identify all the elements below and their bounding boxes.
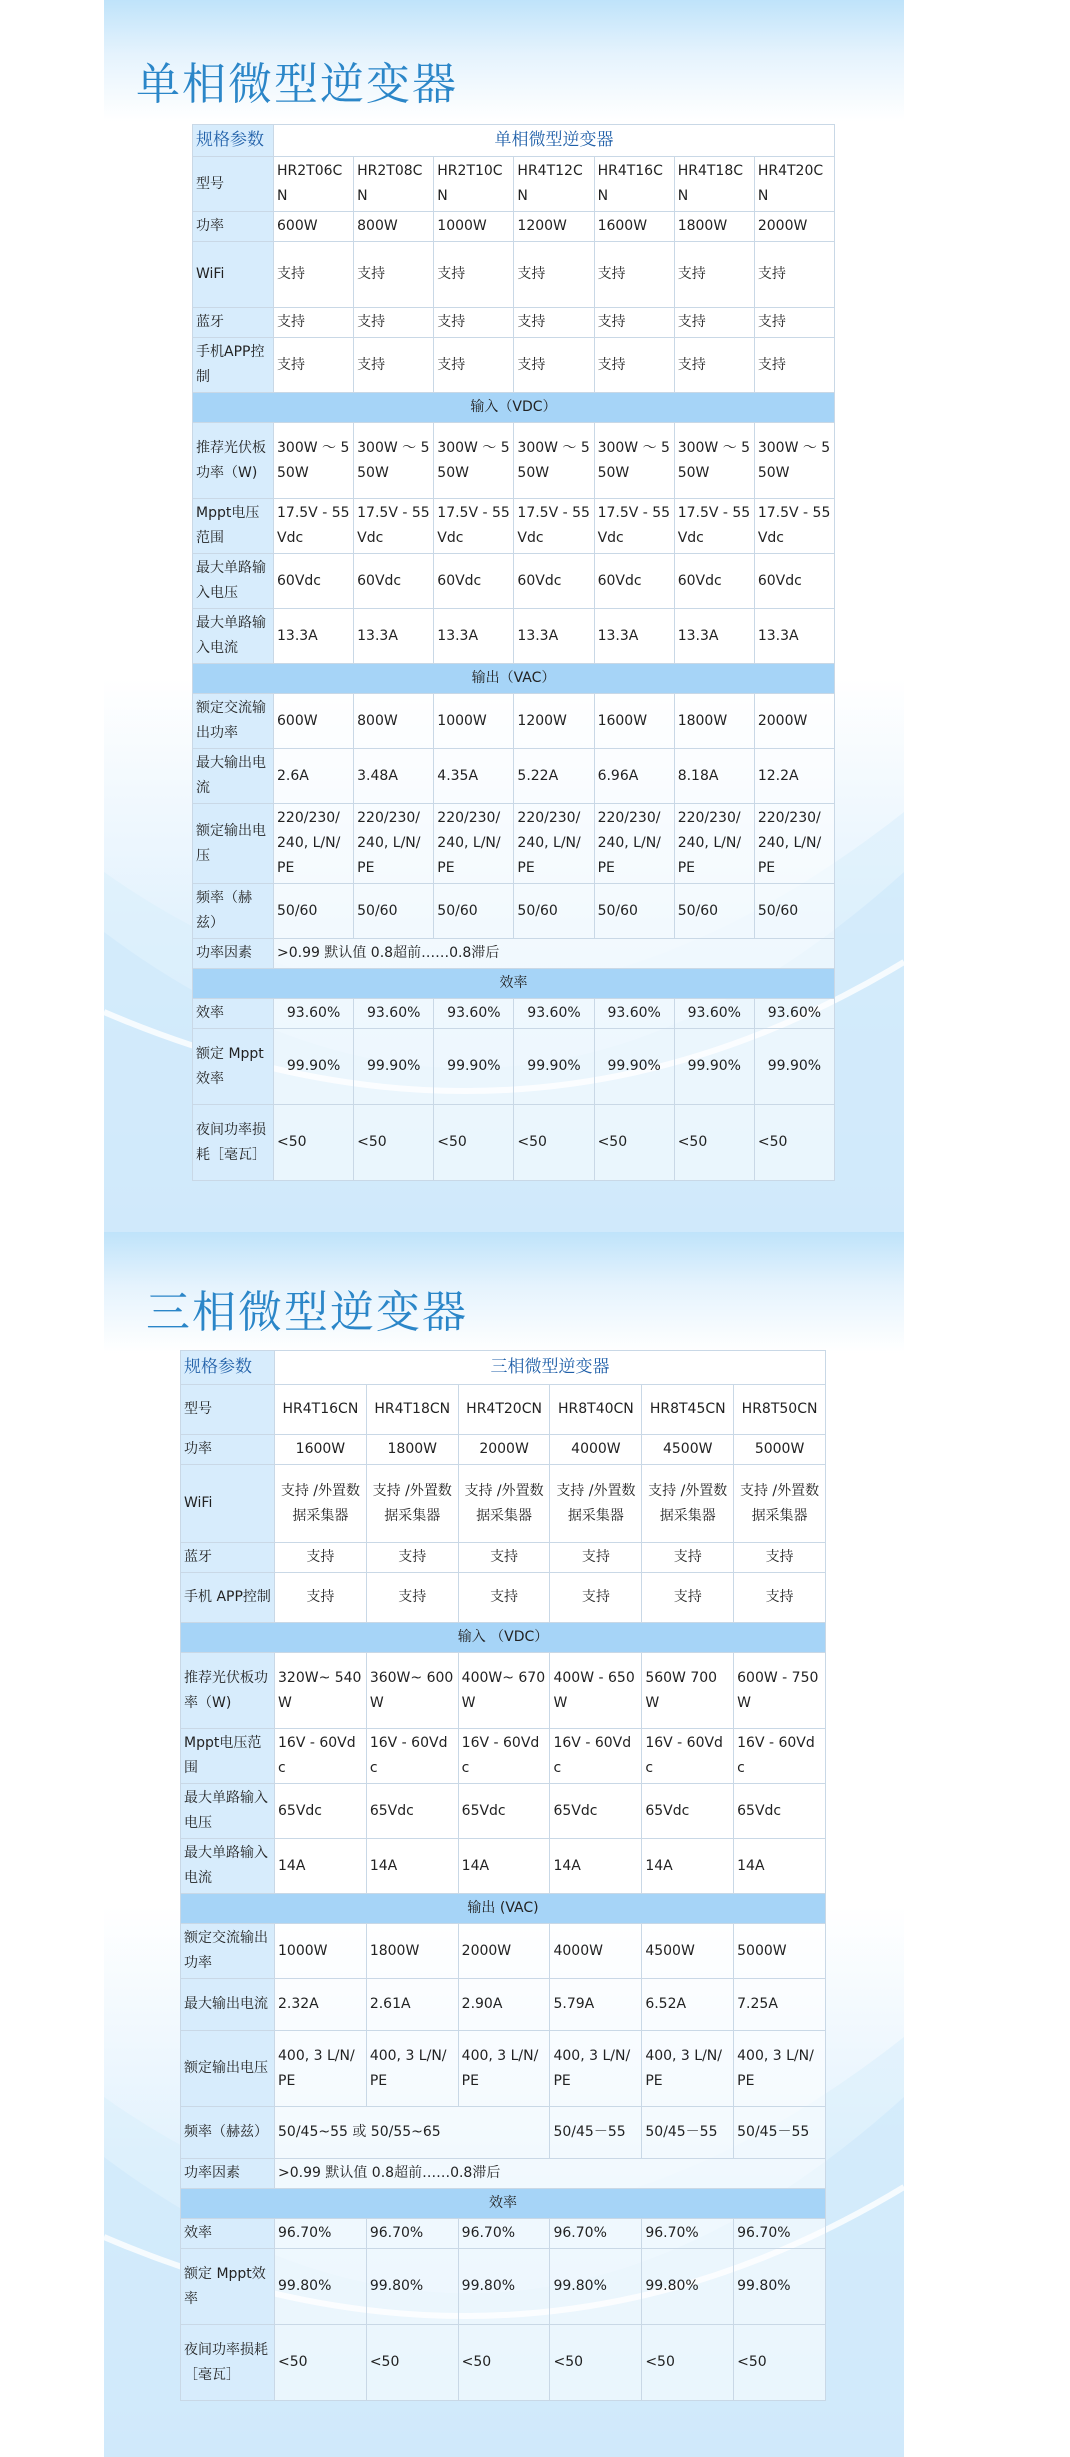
table-cell: 2000W <box>458 1924 550 1979</box>
table-cell: 5.22A <box>514 749 594 804</box>
table-cell: 支持 <box>366 1543 458 1573</box>
table-cell: 50/60 <box>274 884 354 939</box>
table-cell: 96.70% <box>550 2219 642 2249</box>
row-label: 功率因素 <box>193 939 274 969</box>
section-header: 输出 (VAC) <box>181 1894 826 1924</box>
section-title: 单相微型逆变器 <box>136 59 458 110</box>
table-cell: 600W <box>274 694 354 749</box>
table-cell: 1000W <box>275 1924 367 1979</box>
table-cell: 支持 <box>458 1543 550 1573</box>
table-cell: 支持 <box>354 338 434 393</box>
row-label: 额定 Mppt效率 <box>181 2249 275 2325</box>
table-cell: 1600W <box>275 1435 367 1465</box>
table-cell: 400W - 650W <box>550 1653 642 1729</box>
table-cell: 支持 <box>594 338 674 393</box>
table-cell: 360W~ 600W <box>366 1653 458 1729</box>
model-cell: HR8T40CN <box>550 1385 642 1435</box>
table-cell: 600W <box>274 212 354 242</box>
table-cell: 支持 <box>674 338 754 393</box>
table-cell: 1000W <box>434 694 514 749</box>
table-cell: 1600W <box>594 694 674 749</box>
model-cell: HR4T12CN <box>514 157 594 212</box>
table-cell: <50 <box>594 1105 674 1181</box>
table-cell: 93.60% <box>594 999 674 1029</box>
row-label: 效率 <box>193 999 274 1029</box>
table-cell: 60Vdc <box>434 554 514 609</box>
row-label: WiFi <box>193 242 274 308</box>
table-cell: 支持 <box>354 242 434 308</box>
table-cell: 93.60% <box>514 999 594 1029</box>
row-label: Mppt电压范围 <box>193 499 274 554</box>
table-cell: 2000W <box>754 212 834 242</box>
table-cell: 支持 <box>275 1543 367 1573</box>
table-cell: 220/230/ 240, L/N/ PE <box>434 804 514 884</box>
table-cell: 16V - 60Vdc <box>734 1729 826 1784</box>
table-cell: 14A <box>734 1839 826 1894</box>
table-cell: 99.80% <box>734 2249 826 2325</box>
table-cell: 560W 700W <box>642 1653 734 1729</box>
table-cell: 支持 <box>550 1573 642 1623</box>
table-cell: 60Vdc <box>674 554 754 609</box>
table-cell: 17.5V - 55Vdc <box>594 499 674 554</box>
model-cell: HR2T08CN <box>354 157 434 212</box>
table-cell: 16V - 60Vdc <box>642 1729 734 1784</box>
table-cell: 50/60 <box>674 884 754 939</box>
table-cell: 3.48A <box>354 749 434 804</box>
table-cell: 99.80% <box>458 2249 550 2325</box>
row-label: 效率 <box>181 2219 275 2249</box>
row-label: 额定输出电压 <box>181 2031 275 2107</box>
table-cell: 8.18A <box>674 749 754 804</box>
section-header: 效率 <box>193 969 835 999</box>
table-cell: 96.70% <box>458 2219 550 2249</box>
row-label: 蓝牙 <box>193 308 274 338</box>
table-cell: 支持 <box>274 338 354 393</box>
model-cell: HR4T20CN <box>458 1385 550 1435</box>
table-cell: 支持 /外置数据采集器 <box>642 1465 734 1543</box>
spec-label: 规格参数 <box>193 125 274 157</box>
row-label: 型号 <box>193 157 274 212</box>
table-cell: 支持 <box>434 308 514 338</box>
table-cell: 50/60 <box>354 884 434 939</box>
model-cell: HR2T06CN <box>274 157 354 212</box>
table-cell: 4.35A <box>434 749 514 804</box>
table-cell: 支持 <box>642 1543 734 1573</box>
table-cell: 14A <box>275 1839 367 1894</box>
table-cell: <50 <box>674 1105 754 1181</box>
table-cell: 2.6A <box>274 749 354 804</box>
table-cell: 支持 <box>550 1543 642 1573</box>
table-cell: 50/60 <box>594 884 674 939</box>
table-cell: 99.90% <box>674 1029 754 1105</box>
table-cell: 99.90% <box>354 1029 434 1105</box>
table-cell: 50/45－55 <box>550 2107 642 2159</box>
table-cell: <50 <box>550 2325 642 2401</box>
table-cell: 99.90% <box>514 1029 594 1105</box>
table-cell: 320W~ 540W <box>275 1653 367 1729</box>
row-label: 最大单路输入电压 <box>193 554 274 609</box>
table-cell: 1800W <box>674 694 754 749</box>
table-cell: 93.60% <box>674 999 754 1029</box>
table-cell: 14A <box>366 1839 458 1894</box>
table-cell: 13.3A <box>434 609 514 664</box>
table-cell: 13.3A <box>594 609 674 664</box>
model-cell: HR4T18CN <box>674 157 754 212</box>
section-header: 输入（VDC） <box>193 393 835 423</box>
table-cell: 13.3A <box>674 609 754 664</box>
table-cell: 支持 /外置数据采集器 <box>366 1465 458 1543</box>
model-cell: HR4T16CN <box>275 1385 367 1435</box>
table-cell: <50 <box>275 2325 367 2401</box>
table-cell: 12.2A <box>754 749 834 804</box>
table-cell: 1000W <box>434 212 514 242</box>
table-cell: 220/230/ 240, L/N/ PE <box>674 804 754 884</box>
table-cell: 16V - 60Vdc <box>366 1729 458 1784</box>
table-cell: 支持 <box>754 338 834 393</box>
table-cell: 5.79A <box>550 1979 642 2031</box>
table-cell: 50/45~55 或 50/55~65 <box>275 2107 550 2159</box>
table-cell: 支持 <box>514 308 594 338</box>
row-label: 频率（赫兹） <box>193 884 274 939</box>
model-cell: HR4T16CN <box>594 157 674 212</box>
table-cell: 300W ～ 550W <box>594 423 674 499</box>
table-cell: 支持 <box>274 308 354 338</box>
table-cell: 支持 <box>275 1573 367 1623</box>
table-cell: <50 <box>434 1105 514 1181</box>
table-cell: 50/45－55 <box>734 2107 826 2159</box>
section-header: 效率 <box>181 2189 826 2219</box>
table-cell: 300W ～ 550W <box>354 423 434 499</box>
row-label: 功率 <box>181 1435 275 1465</box>
table-cell: 2000W <box>458 1435 550 1465</box>
table-cell: 1800W <box>674 212 754 242</box>
model-cell: HR4T20CN <box>754 157 834 212</box>
spec-table <box>192 124 835 1181</box>
table-cell: 13.3A <box>354 609 434 664</box>
table-cell: 600W - 750W <box>734 1653 826 1729</box>
table-cell: 300W ～ 550W <box>674 423 754 499</box>
table-cell: >0.99 默认值 0.8超前……0.8滞后 <box>275 2159 826 2189</box>
table-cell: 16V - 60Vdc <box>458 1729 550 1784</box>
table-cell: 96.70% <box>642 2219 734 2249</box>
table-cell: 4500W <box>642 1924 734 1979</box>
table-cell: 支持 <box>754 242 834 308</box>
single-phase-panel <box>104 0 904 1232</box>
table-cell: 1200W <box>514 212 594 242</box>
table-cell: 1200W <box>514 694 594 749</box>
table-cell: 支持 <box>434 242 514 308</box>
row-label: 最大输出电流 <box>193 749 274 804</box>
table-cell: 50/45－55 <box>642 2107 734 2159</box>
table-cell: 支持 <box>594 242 674 308</box>
table-cell: 支持 <box>734 1573 826 1623</box>
table-cell: 50/60 <box>754 884 834 939</box>
table-cell: 支持 /外置数据采集器 <box>275 1465 367 1543</box>
table-cell: 220/230/ 240, L/N/ PE <box>514 804 594 884</box>
table-cell: 1800W <box>366 1435 458 1465</box>
table-cell: <50 <box>354 1105 434 1181</box>
table-cell: 2.61A <box>366 1979 458 2031</box>
table-cell: 17.5V - 55Vdc <box>354 499 434 554</box>
model-cell: HR4T18CN <box>366 1385 458 1435</box>
table-cell: 17.5V - 55Vdc <box>434 499 514 554</box>
row-label: 最大单路输入电流 <box>193 609 274 664</box>
table-cell: <50 <box>642 2325 734 2401</box>
table-cell: 17.5V - 55Vdc <box>274 499 354 554</box>
table-cell: 支持 <box>514 338 594 393</box>
table-cell: <50 <box>366 2325 458 2401</box>
table-cell: 支持 <box>458 1573 550 1623</box>
table-cell: 60Vdc <box>754 554 834 609</box>
table-cell: <50 <box>514 1105 594 1181</box>
table-cell: 220/230/ 240, L/N/ PE <box>594 804 674 884</box>
table-cell: 13.3A <box>514 609 594 664</box>
table-cell: <50 <box>274 1105 354 1181</box>
table-cell: 7.25A <box>734 1979 826 2031</box>
model-cell: HR8T45CN <box>642 1385 734 1435</box>
section-header: 输出（VAC） <box>193 664 835 694</box>
table-title: 单相微型逆变器 <box>274 125 835 157</box>
table-cell: 96.70% <box>275 2219 367 2249</box>
table-cell: 99.80% <box>550 2249 642 2325</box>
table-cell: 800W <box>354 694 434 749</box>
table-cell: 400, 3 L/N/PE <box>458 2031 550 2107</box>
table-cell: 4000W <box>550 1435 642 1465</box>
three-phase-panel <box>104 1232 904 2457</box>
table-cell: 400, 3 L/N/PE <box>734 2031 826 2107</box>
row-label: 夜间功率损耗［毫瓦］ <box>181 2325 275 2401</box>
row-label: 手机APP控制 <box>193 338 274 393</box>
table-cell: 支持 /外置数据采集器 <box>550 1465 642 1543</box>
table-cell: 17.5V - 55Vdc <box>674 499 754 554</box>
table-cell: 4000W <box>550 1924 642 1979</box>
table-cell: 99.80% <box>642 2249 734 2325</box>
table-cell: 支持 <box>674 308 754 338</box>
section-header: 输入 （VDC） <box>181 1623 826 1653</box>
table-cell: 14A <box>458 1839 550 1894</box>
row-label: 额定交流输出功率 <box>193 694 274 749</box>
table-cell: 99.90% <box>754 1029 834 1105</box>
row-label: 功率因素 <box>181 2159 275 2189</box>
table-cell: 支持 <box>434 338 514 393</box>
table-cell: 400, 3 L/N/PE <box>550 2031 642 2107</box>
table-cell: 300W ～ 550W <box>434 423 514 499</box>
table-cell: 16V - 60Vdc <box>550 1729 642 1784</box>
table-cell: 支持 <box>594 308 674 338</box>
table-cell: <50 <box>754 1105 834 1181</box>
row-label: 型号 <box>181 1385 275 1435</box>
row-label: Mppt电压范围 <box>181 1729 275 1784</box>
table-cell: 5000W <box>734 1435 826 1465</box>
table-cell: 60Vdc <box>354 554 434 609</box>
table-cell: 300W ～ 550W <box>514 423 594 499</box>
table-cell: 60Vdc <box>514 554 594 609</box>
table-cell: 17.5V - 55Vdc <box>514 499 594 554</box>
spec-label: 规格参数 <box>181 1351 275 1385</box>
table-cell: 支持 /外置数据采集器 <box>734 1465 826 1543</box>
row-label: 额定 Mppt效率 <box>193 1029 274 1105</box>
table-cell: 65Vdc <box>642 1784 734 1839</box>
table-cell: 支持 <box>734 1543 826 1573</box>
table-cell: 支持 <box>274 242 354 308</box>
table-cell: 5000W <box>734 1924 826 1979</box>
table-cell: 93.60% <box>354 999 434 1029</box>
row-label: 推荐光伏板功率（W) <box>193 423 274 499</box>
table-cell: 6.96A <box>594 749 674 804</box>
table-cell: 60Vdc <box>274 554 354 609</box>
table-cell: 99.90% <box>594 1029 674 1105</box>
table-cell: 2000W <box>754 694 834 749</box>
row-label: 功率 <box>193 212 274 242</box>
table-cell: 1600W <box>594 212 674 242</box>
table-cell: 400, 3 L/N/PE <box>275 2031 367 2107</box>
table-cell: 6.52A <box>642 1979 734 2031</box>
table-cell: 93.60% <box>434 999 514 1029</box>
table-cell: <50 <box>458 2325 550 2401</box>
table-cell: <50 <box>734 2325 826 2401</box>
table-cell: 96.70% <box>734 2219 826 2249</box>
row-label: 额定交流输出功率 <box>181 1924 275 1979</box>
table-cell: 400, 3 L/N/PE <box>366 2031 458 2107</box>
row-label: 最大单路输入电压 <box>181 1784 275 1839</box>
table-cell: 65Vdc <box>366 1784 458 1839</box>
table-title: 三相微型逆变器 <box>275 1351 826 1385</box>
table-cell: 93.60% <box>274 999 354 1029</box>
spec-table <box>180 1350 826 2401</box>
table-cell: 99.80% <box>366 2249 458 2325</box>
row-label: 最大单路输入电流 <box>181 1839 275 1894</box>
table-cell: 50/60 <box>514 884 594 939</box>
row-label: 推荐光伏板功率（W) <box>181 1653 275 1729</box>
table-cell: 220/230/ 240, L/N/ PE <box>354 804 434 884</box>
table-cell: 16V - 60Vdc <box>275 1729 367 1784</box>
row-label: 夜间功率损耗［毫瓦］ <box>193 1105 274 1181</box>
table-cell: 支持 <box>674 242 754 308</box>
row-label: 最大输出电流 <box>181 1979 275 2031</box>
table-cell: 2.32A <box>275 1979 367 2031</box>
table-cell: 50/60 <box>434 884 514 939</box>
table-cell: 400W~ 670W <box>458 1653 550 1729</box>
table-cell: 1800W <box>366 1924 458 1979</box>
table-cell: 13.3A <box>274 609 354 664</box>
model-cell: HR2T10CN <box>434 157 514 212</box>
table-cell: 14A <box>642 1839 734 1894</box>
table-cell: 2.90A <box>458 1979 550 2031</box>
table-cell: 93.60% <box>754 999 834 1029</box>
table-cell: 96.70% <box>366 2219 458 2249</box>
table-cell: 支持 <box>514 242 594 308</box>
table-cell: 支持 <box>642 1573 734 1623</box>
table-cell: 65Vdc <box>550 1784 642 1839</box>
table-cell: 60Vdc <box>594 554 674 609</box>
row-label: 手机 APP控制 <box>181 1573 275 1623</box>
table-cell: 400, 3 L/N/PE <box>642 2031 734 2107</box>
table-cell: 14A <box>550 1839 642 1894</box>
table-cell: 4500W <box>642 1435 734 1465</box>
table-cell: 支持 <box>754 308 834 338</box>
table-cell: 300W ～ 550W <box>754 423 834 499</box>
table-cell: 99.90% <box>274 1029 354 1105</box>
table-cell: 支持 /外置数据采集器 <box>458 1465 550 1543</box>
section-title: 三相微型逆变器 <box>146 1287 468 1338</box>
table-cell: 支持 <box>354 308 434 338</box>
table-cell: 支持 <box>366 1573 458 1623</box>
table-cell: 99.90% <box>434 1029 514 1105</box>
row-label: WiFi <box>181 1465 275 1543</box>
table-cell: 65Vdc <box>458 1784 550 1839</box>
model-cell: HR8T50CN <box>734 1385 826 1435</box>
table-cell: 13.3A <box>754 609 834 664</box>
table-cell: 17.5V - 55Vdc <box>754 499 834 554</box>
table-cell: 65Vdc <box>275 1784 367 1839</box>
table-cell: >0.99 默认值 0.8超前……0.8滞后 <box>274 939 835 969</box>
row-label: 额定输出电压 <box>193 804 274 884</box>
table-cell: 220/230/ 240, L/N/ PE <box>274 804 354 884</box>
table-cell: 220/230/ 240, L/N/ PE <box>754 804 834 884</box>
row-label: 蓝牙 <box>181 1543 275 1573</box>
table-cell: 99.80% <box>275 2249 367 2325</box>
row-label: 频率（赫兹） <box>181 2107 275 2159</box>
table-cell: 300W ～ 550W <box>274 423 354 499</box>
table-cell: 800W <box>354 212 434 242</box>
table-cell: 65Vdc <box>734 1784 826 1839</box>
